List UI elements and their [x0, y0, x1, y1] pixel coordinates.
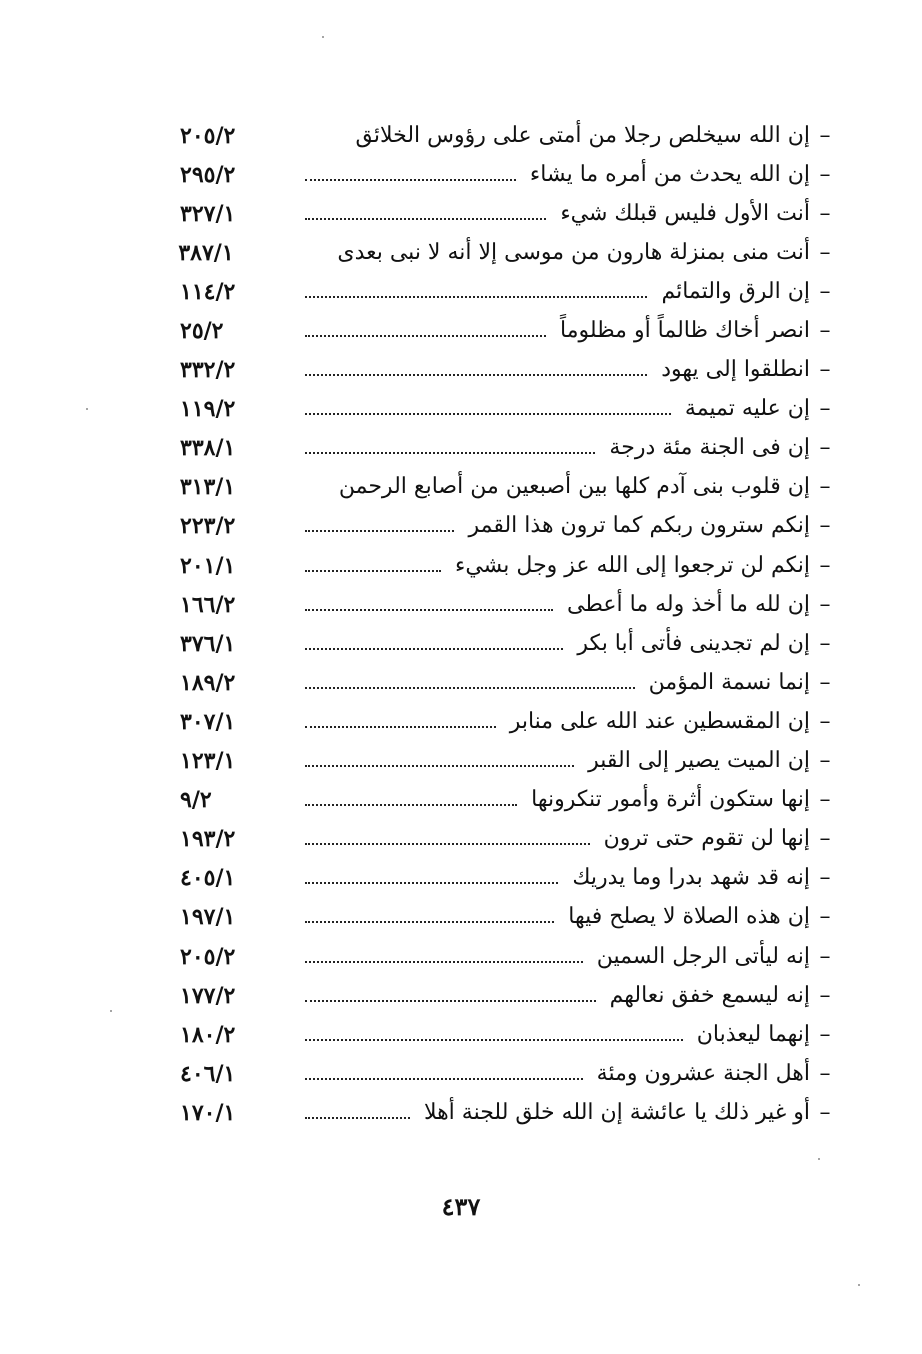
entry-text: إن الله يحدث من أمره ما يشاء: [529, 161, 810, 187]
index-entry: [180, 742, 840, 781]
entry-text: انطلقوا إلى يهود: [661, 357, 810, 383]
entry-reference: ١٧٧/٢: [180, 982, 236, 1009]
index-entry: [180, 937, 840, 976]
dotted-leader: [305, 609, 553, 611]
dotted-leader: [305, 726, 496, 728]
entry-dash: –: [819, 552, 831, 578]
entry-text: إنه ليأتى الرجل السمين: [596, 943, 810, 969]
index-entry: [180, 311, 840, 350]
entry-dash: –: [819, 239, 831, 265]
dotted-leader: [305, 961, 583, 963]
dotted-leader: [305, 1117, 410, 1119]
hadith-index-list: [180, 116, 840, 1132]
index-entry: [180, 546, 840, 585]
index-entry: [180, 272, 840, 311]
entry-text: إنكم لن ترجعوا إلى الله عز وجل بشيء: [454, 552, 810, 578]
dotted-leader: [305, 648, 563, 650]
dotted-leader: [305, 452, 595, 454]
entry-dash: –: [819, 396, 831, 422]
entry-dash: –: [819, 630, 831, 656]
entry-dash: –: [819, 865, 831, 891]
entry-text: انصر أخاك ظالماً أو مظلوماً: [559, 318, 810, 344]
index-entry: [180, 624, 840, 663]
entry-text: إنه قد شهد بدرا وما يدريك: [572, 865, 810, 891]
entry-dash: –: [819, 591, 831, 617]
entry-dash: –: [819, 826, 831, 852]
dotted-leader: [305, 179, 516, 181]
entry-dash: –: [819, 1099, 831, 1125]
entry-reference: ١٩٣/٢: [180, 826, 236, 853]
entry-text: إن الميت يصير إلى القبر: [588, 748, 810, 774]
entry-reference: ١٧٠/١: [180, 1099, 236, 1126]
dotted-leader: [305, 765, 574, 767]
entry-text: إن لله ما أخذ وله ما أعطى: [567, 591, 810, 617]
index-entry: [180, 507, 840, 546]
entry-dash: –: [819, 708, 831, 734]
entry-dash: –: [819, 357, 831, 383]
entry-reference: ٣٧٦/١: [180, 630, 236, 657]
index-entry: [180, 351, 840, 390]
entry-reference: ٣٠٧/١: [180, 708, 236, 735]
entry-reference: ١١٤/٢: [180, 278, 236, 305]
entry-dash: –: [819, 122, 831, 148]
dotted-leader: [305, 804, 517, 806]
dotted-leader: [305, 374, 647, 376]
entry-dash: –: [819, 318, 831, 344]
index-entry: [180, 390, 840, 429]
dotted-leader: [305, 530, 454, 532]
index-entry: [180, 155, 840, 194]
entry-reference: ٩/٢: [180, 787, 212, 814]
entry-text: إن هذه الصلاة لا يصلح فيها: [568, 904, 810, 930]
entry-dash: –: [819, 161, 831, 187]
paper-speck: [110, 1010, 112, 1012]
index-entry: [180, 194, 840, 233]
index-entry: [180, 898, 840, 937]
entry-reference: ٤٠٥/١: [180, 865, 236, 892]
entry-text: إن الرق والتمائم: [661, 278, 810, 304]
entry-dash: –: [819, 1021, 831, 1047]
entry-text: إن لم تجدينى فأتى أبا بكر: [577, 630, 810, 656]
entry-reference: ٢٠١/١: [180, 552, 236, 579]
index-entry: [180, 468, 840, 507]
entry-reference: ٣٣٨/١: [180, 435, 236, 462]
entry-reference: ٢٩٥/٢: [180, 161, 236, 188]
entry-reference: ١٩٧/١: [180, 904, 236, 931]
entry-dash: –: [819, 904, 831, 930]
entry-text: إن فى الجنة مئة درجة: [609, 435, 810, 461]
dotted-leader: [305, 296, 647, 298]
entry-reference: ٣١٣/١: [179, 474, 236, 501]
paper-speck: [86, 408, 88, 410]
entry-text: أهل الجنة عشرون ومئة: [596, 1060, 810, 1086]
entry-dash: –: [819, 278, 831, 304]
dotted-leader: [305, 218, 546, 220]
index-entry: [180, 859, 840, 898]
dotted-leader: [305, 921, 554, 923]
index-entry: [180, 781, 840, 820]
dotted-leader: [305, 413, 671, 415]
entry-reference: ٢٠٥/٢: [180, 122, 236, 149]
entry-dash: –: [819, 943, 831, 969]
entry-dash: –: [819, 513, 831, 539]
entry-dash: –: [819, 669, 831, 695]
index-entry: [180, 702, 840, 741]
entry-text: إنما نسمة المؤمن: [648, 669, 810, 695]
index-entry: [180, 429, 840, 468]
entry-text: إنكم سترون ربكم كما ترون هذا القمر: [468, 513, 810, 539]
entry-reference: ٤٠٦/١: [180, 1060, 236, 1087]
index-entry: [180, 1015, 840, 1054]
entry-dash: –: [819, 748, 831, 774]
entry-text: إنهما ليعذبان: [696, 1021, 810, 1047]
entry-text: إنه ليسمع خفق نعالهم: [609, 982, 810, 1008]
index-entry: [180, 585, 840, 624]
dotted-leader: [305, 335, 546, 337]
index-entry: [180, 976, 840, 1015]
entry-reference: ٣٨٧/١: [178, 239, 234, 266]
entry-reference: ٣٣٢/٢: [180, 357, 236, 384]
entry-reference: ١١٩/٢: [180, 396, 236, 423]
index-entry: [180, 233, 840, 272]
entry-reference: ١٨٠/٢: [180, 1021, 236, 1048]
entry-dash: –: [819, 982, 831, 1008]
dotted-leader: [305, 1039, 683, 1041]
entry-text: إن عليه تميمة: [684, 396, 810, 422]
paper-speck: [818, 1158, 820, 1160]
entry-dash: –: [819, 200, 831, 226]
dotted-leader: [305, 570, 441, 572]
index-entry: [180, 663, 840, 702]
dotted-leader: [305, 882, 558, 884]
index-entry: [180, 116, 840, 155]
dotted-leader: [305, 1078, 583, 1080]
entry-text: إنها ستكون أثرة وأمور تنكرونها: [531, 787, 810, 813]
entry-text: إنها لن تقوم حتى ترون: [603, 826, 810, 852]
entry-text: أو غير ذلك يا عائشة إن الله خلق للجنة أهلا: [423, 1099, 810, 1125]
index-entry: [180, 1054, 840, 1093]
entry-reference: ١٢٣/١: [180, 748, 236, 775]
index-entry: [180, 1093, 840, 1132]
entry-dash: –: [819, 787, 831, 813]
entry-dash: –: [819, 474, 831, 500]
entry-reference: ٢٥/٢: [180, 318, 224, 345]
entry-reference: ٢٢٣/٢: [180, 513, 236, 540]
entry-dash: –: [819, 1060, 831, 1086]
entry-text: إن الله سيخلص رجلا من أمتى على رؤوس الخلائق: [355, 122, 810, 148]
entry-reference: ٣٢٧/١: [180, 200, 236, 227]
index-entry: [180, 820, 840, 859]
dotted-leader: [305, 1000, 596, 1002]
entry-text: أنت منى بمنزلة هارون من موسى إلا أنه لا نبى بعدى: [337, 239, 810, 265]
paper-speck: [322, 36, 324, 38]
entry-reference: ١٦٦/٢: [180, 591, 236, 618]
dotted-leader: [305, 843, 590, 845]
entry-text: إن قلوب بنى آدم كلها بين أصبعين من أصابع الرحمن: [338, 474, 810, 500]
paper-speck: [858, 1284, 860, 1286]
dotted-leader: [305, 687, 635, 689]
entry-reference: ٢٠٥/٢: [180, 943, 236, 970]
entry-reference: ١٨٩/٢: [180, 669, 236, 696]
entry-dash: –: [819, 435, 831, 461]
entry-text: أنت الأول فليس قبلك شيء: [560, 200, 810, 226]
page-number: ٤٣٧: [441, 1192, 481, 1221]
entry-text: إن المقسطين عند الله على منابر: [509, 708, 810, 734]
